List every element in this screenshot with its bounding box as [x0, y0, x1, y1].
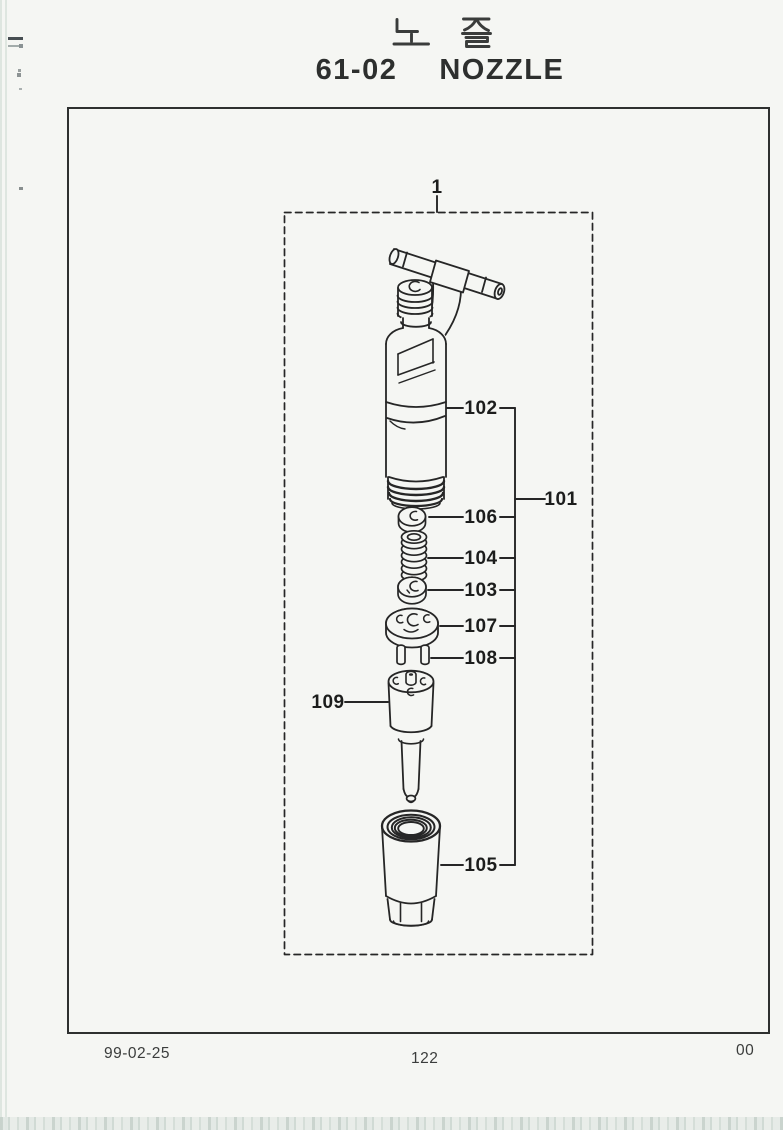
callout-label-108: 108 — [464, 648, 498, 669]
callout-label-1: 1 — [431, 177, 443, 198]
callout-label-106: 106 — [464, 507, 498, 528]
callout-label-104: 104 — [464, 548, 498, 569]
section-code: 61-02 — [315, 54, 398, 86]
korean-title-glyphs — [394, 19, 491, 47]
footer-date: 99-02-25 — [104, 1045, 171, 1062]
callout-label-105: 105 — [464, 855, 498, 876]
drawing-frame — [67, 107, 770, 1034]
section-name: NOZZLE — [439, 54, 565, 86]
footer-page-number: 122 — [411, 1050, 439, 1067]
footer-revision: 00 — [736, 1042, 755, 1059]
callout-label-103: 103 — [464, 580, 498, 601]
callout-label-101: 101 — [544, 489, 578, 510]
callout-label-102: 102 — [464, 398, 498, 419]
callout-label-109: 109 — [311, 692, 345, 713]
callout-label-107: 107 — [464, 616, 498, 637]
